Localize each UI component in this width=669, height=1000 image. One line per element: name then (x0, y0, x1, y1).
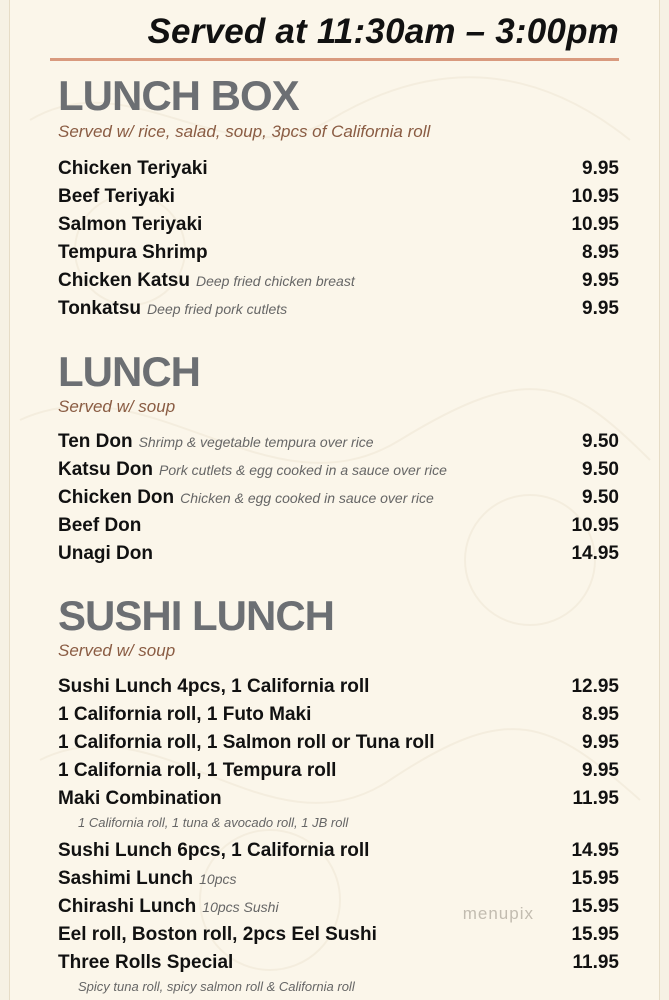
lunch-hours-title: Served at 11:30am – 3:00pm (147, 12, 619, 51)
item-price: 15.95 (571, 896, 619, 917)
section-title-lunch-box: LUNCH BOX (58, 72, 299, 119)
item-price: 15.95 (571, 924, 619, 945)
item-name: Beef Don (58, 515, 142, 536)
item-price: 9.95 (582, 298, 619, 319)
item-name: Ten Don (58, 431, 133, 452)
item-price: 15.95 (571, 868, 619, 889)
menu-item (58, 158, 619, 184)
menu-item (58, 242, 619, 268)
item-price: 9.50 (582, 459, 619, 480)
item-price: 10.95 (571, 214, 619, 235)
item-description: 10pcs Sushi (202, 899, 279, 915)
menu-item (58, 896, 619, 922)
item-price: 9.95 (582, 158, 619, 179)
menu-item (58, 924, 619, 950)
section-subtitle-lunch-box: Served w/ rice, salad, soup, 3pcs of California roll (58, 122, 431, 141)
item-price: 9.95 (582, 760, 619, 781)
menu-item (58, 543, 619, 569)
item-name: Sushi Lunch 6pcs, 1 California roll (58, 840, 370, 861)
item-note: Spicy tuna roll, spicy salmon roll & California roll (78, 979, 355, 994)
menu-item (58, 214, 619, 240)
item-price: 11.95 (572, 952, 619, 973)
item-name: Salmon Teriyaki (58, 214, 203, 235)
item-description: Pork cutlets & egg cooked in a sauce over rice (159, 462, 447, 478)
menu-item (58, 270, 619, 296)
item-name: Sashimi Lunch (58, 868, 194, 889)
menu-item (58, 676, 619, 702)
item-note: 1 California roll, 1 tuna & avocado roll, 1 JB roll (78, 815, 349, 830)
item-name: Tempura Shrimp (58, 242, 208, 263)
item-price: 10.95 (571, 515, 619, 536)
item-name: Chicken Teriyaki (58, 158, 208, 179)
item-price: 14.95 (571, 840, 619, 861)
item-name: Chirashi Lunch (58, 896, 197, 917)
item-price: 8.95 (582, 704, 619, 725)
item-price: 9.50 (582, 431, 619, 452)
section-title-lunch: LUNCH (58, 348, 200, 395)
item-price: 10.95 (571, 186, 619, 207)
menu-item (58, 840, 619, 866)
item-name: Eel roll, Boston roll, 2pcs Eel Sushi (58, 924, 377, 945)
menu-item (58, 186, 619, 212)
menu-item (58, 952, 619, 978)
item-price: 9.95 (582, 270, 619, 291)
item-name: Three Rolls Special (58, 952, 234, 973)
item-name: Beef Teriyaki (58, 186, 175, 207)
menu-item (58, 704, 619, 730)
item-price: 11.95 (572, 788, 619, 809)
menu-item (58, 431, 619, 457)
item-name: Unagi Don (58, 543, 153, 564)
item-name: Sushi Lunch 4pcs, 1 California roll (58, 676, 370, 697)
item-name: Maki Combination (58, 788, 222, 809)
item-price: 9.50 (582, 487, 619, 508)
section-subtitle-lunch: Served w/ soup (58, 397, 176, 416)
item-price: 14.95 (571, 543, 619, 564)
menu-item (58, 298, 619, 324)
item-description: Shrimp & vegetable tempura over rice (138, 434, 374, 450)
item-name: 1 California roll, 1 Tempura roll (58, 760, 337, 781)
item-description: Deep fried chicken breast (195, 273, 355, 289)
menu-page (10, 0, 659, 1000)
section-subtitle-sushi-lunch: Served w/ soup (58, 641, 176, 660)
item-name: 1 California roll, 1 Salmon roll or Tuna roll (58, 732, 435, 753)
menu-item (58, 459, 619, 485)
menu-item (58, 515, 619, 541)
menu-item (58, 788, 619, 814)
menupix-watermark: menupix (462, 904, 534, 923)
menu-item (58, 868, 619, 894)
item-price: 9.95 (582, 732, 619, 753)
item-description: Deep fried pork cutlets (147, 301, 288, 317)
section-title-sushi-lunch: SUSHI LUNCH (58, 592, 335, 639)
item-description: Chicken & egg cooked in sauce over rice (180, 490, 434, 506)
menu-item (58, 732, 619, 758)
item-price: 12.95 (571, 676, 619, 697)
item-name: 1 California roll, 1 Futo Maki (58, 704, 312, 725)
menu-item (58, 760, 619, 786)
title-divider (50, 58, 619, 61)
item-name: Chicken Don (58, 487, 175, 508)
item-name: Chicken Katsu (58, 270, 190, 291)
item-price: 8.95 (582, 242, 619, 263)
item-description: 10pcs (199, 871, 237, 887)
item-name: Katsu Don (58, 459, 153, 480)
item-name: Tonkatsu (58, 298, 142, 319)
menu-item (58, 487, 619, 513)
